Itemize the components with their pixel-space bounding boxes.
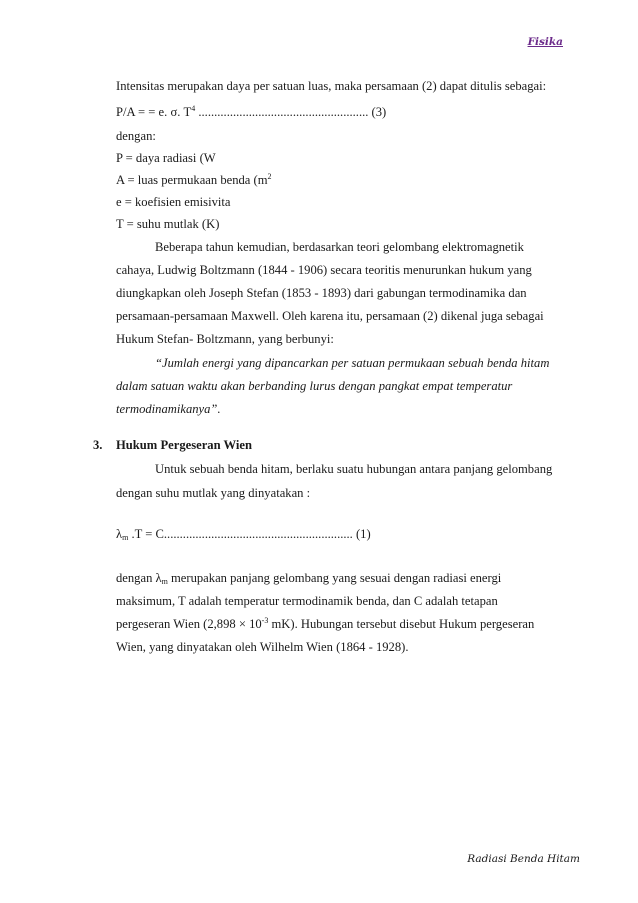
- paragraph-line: diungkapkan oleh Joseph Stefan (1853 - 1893) dari gabungan termodinamika dan: [116, 286, 527, 300]
- header-label: Fisika: [527, 36, 563, 48]
- section3-intro-line: dengan suhu mutlak yang dinyatakan :: [116, 486, 311, 500]
- intro-line: Intensitas merupakan daya per satuan luas, maka persamaan (2) dapat ditulis sebagai:: [116, 79, 547, 93]
- desc-text: mK). Hubungan tersebut disebut Hukum pergeseran: [268, 617, 535, 631]
- lambda-symbol: λ: [155, 571, 162, 585]
- paragraph-line: persamaan-persamaan Maxwell. Oleh karena itu, persamaan (2) dikenal juga sebagai: [116, 309, 544, 323]
- exponent: -3: [261, 616, 269, 625]
- paragraph-line: cahaya, Ludwig Boltzmann (1844 - 1906) secara teoritis menurunkan hukum yang: [116, 263, 532, 277]
- footer-label: Radiasi Benda Hitam: [467, 853, 580, 865]
- dengan-label: dengan:: [116, 129, 156, 143]
- equation-exponent: 4: [191, 104, 196, 113]
- equation-3: [116, 104, 386, 120]
- paragraph-line: Hukum Stefan- Boltzmann, yang berbunyi:: [116, 332, 334, 346]
- quote-line: termodinamikanya”.: [116, 402, 221, 416]
- definition-p: P = daya radiasi (W: [116, 151, 216, 165]
- definition-a: [116, 172, 272, 188]
- lambda-subscript: m: [122, 533, 129, 542]
- wien-description-line: [116, 616, 534, 632]
- definition-a-text: A = luas permukaan benda (m: [116, 173, 268, 187]
- equation-lhs: P/A = = e. σ. T: [116, 105, 192, 119]
- desc-text: pergeseran Wien (2,898 × 10: [116, 617, 262, 631]
- section3-intro-line: Untuk sebuah benda hitam, berlaku suatu hubungan antara panjang gelombang: [155, 462, 553, 476]
- definition-e: e = koefisien emisivita: [116, 195, 231, 209]
- section-number: 3.: [93, 438, 103, 452]
- wien-equation-rest: .T = C............................................................ (1): [128, 527, 371, 541]
- wien-description-line: [116, 570, 501, 586]
- quote-line: dalam satuan waktu akan berbanding lurus dengan pangkat empat temperatur: [116, 379, 513, 393]
- paragraph-line: Beberapa tahun kemudian, berdasarkan teori gelombang elektromagnetik: [155, 240, 524, 254]
- wien-description-line: maksimum, T adalah temperatur termodinamik benda, dan C adalah tetapan: [116, 594, 498, 608]
- wien-equation: [116, 526, 371, 542]
- lambda-subscript: m: [161, 577, 168, 586]
- desc-text: merupakan panjang gelombang yang sesuai dengan radiasi energi: [167, 571, 502, 585]
- quote-line: “Jumlah energi yang dipancarkan per satuan permukaan sebuah benda hitam: [155, 356, 550, 370]
- equation-rest: ...................................................... (3): [195, 105, 387, 119]
- desc-text: dengan: [116, 571, 156, 585]
- definition-a-exponent: 2: [267, 172, 272, 181]
- wien-description-line: Wien, yang dinyatakan oleh Wilhelm Wien (1864 - 1928).: [116, 640, 409, 654]
- lambda-symbol: λ: [116, 527, 123, 541]
- definition-t: T = suhu mutlak (K): [116, 217, 220, 231]
- section-title: Hukum Pergeseran Wien: [116, 438, 252, 452]
